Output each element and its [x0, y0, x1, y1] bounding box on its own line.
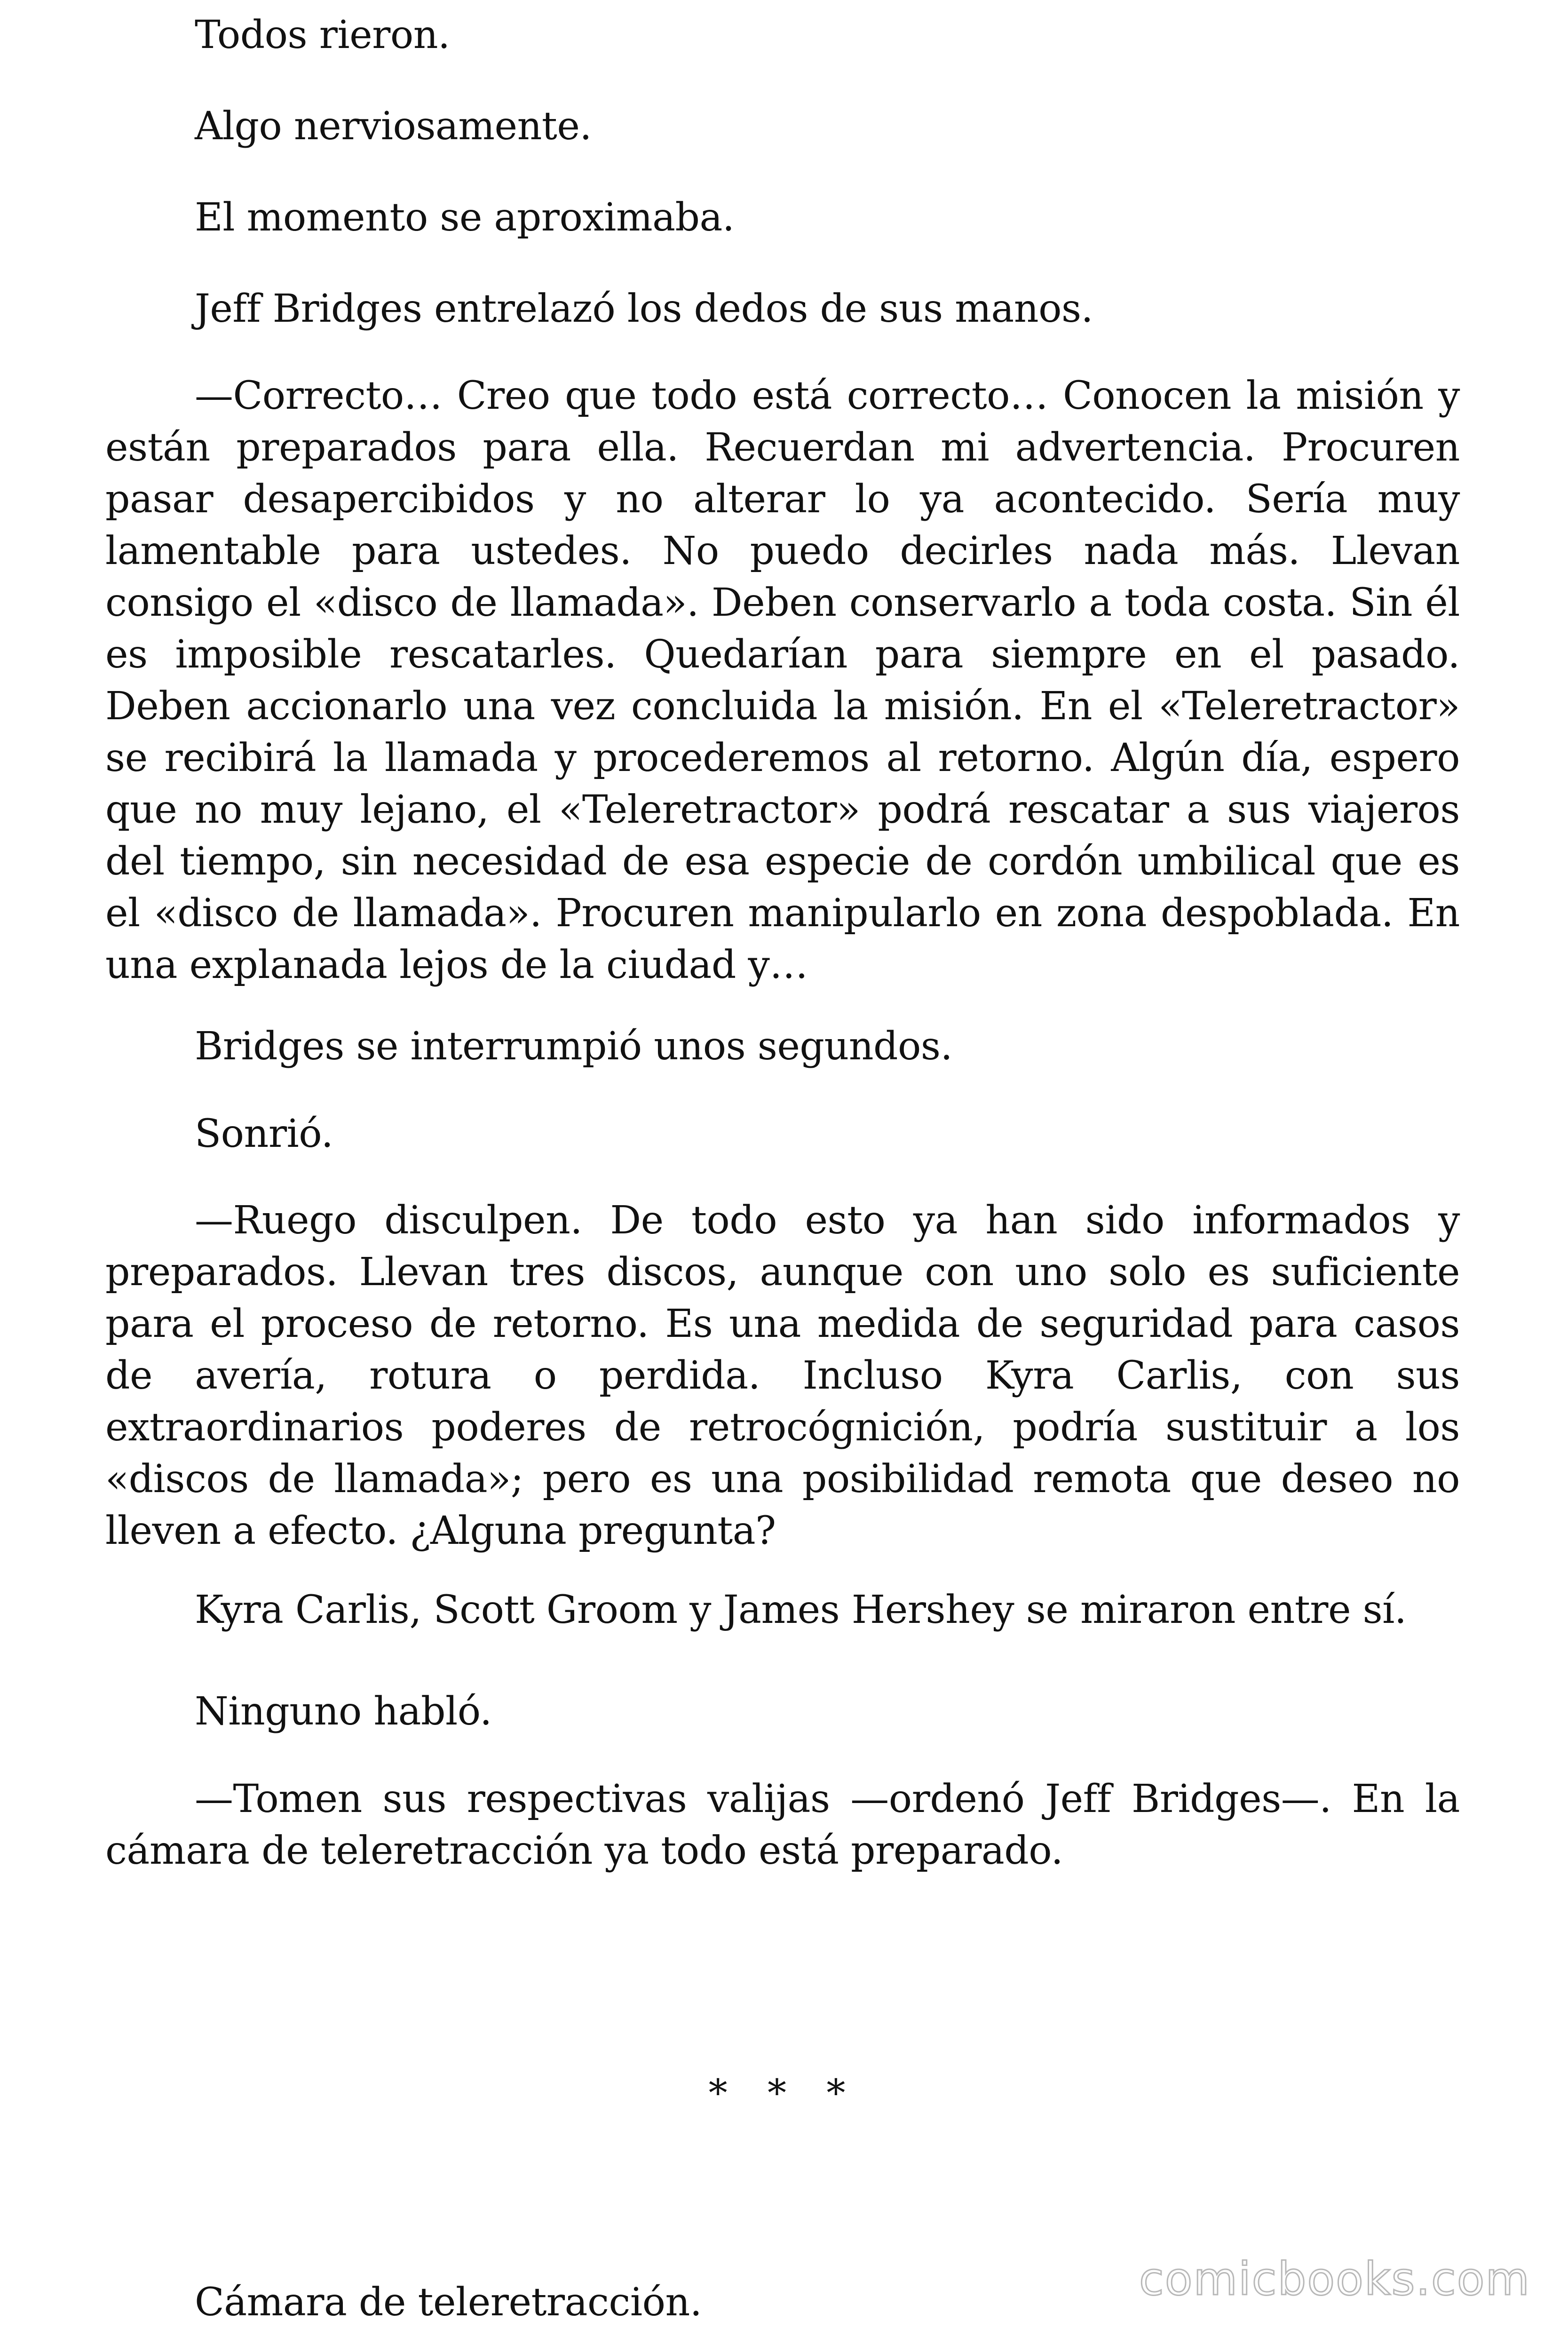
- watermark: comicbooks.com: [1139, 2253, 1530, 2305]
- paragraph-10: Ninguno habló.: [195, 1689, 492, 1734]
- paragraph-8: —Ruego disculpen. De todo esto ya han sido informados y preparados. Llevan tres discos, aunque con uno solo es suficiente para el proceso de retorno. Es una medida de seguridad para casos de avería, rotura o perdida. Incluso Kyra Carlis, con sus extraordinarios poderes de retrocógnición, podría sustituir a los «discos de llamada»; pero es una posibilidad remota que deseo no lleven a efecto. ¿Alguna pregunta?: [105, 1198, 1460, 1553]
- paragraph-11: —Tomen sus respectivas valijas —ordenó Jeff Bridges—. En la cámara de teleretracción ya todo está preparado.: [105, 1777, 1460, 1873]
- paragraph-5: —Correcto… Creo que todo está correcto… Conocen la misión y están preparados para ella. Recuerdan mi advertencia. Procuren pasar desapercibidos y no alterar lo ya acontecido. Sería muy lamentable para ustedes. No puedo decirles nada más. Llevan consigo el «disco de llamada». Deben conservarlo a toda costa. Sin él es imposible rescatarles. Quedarían para siempre en el pasado. Deben accionarlo una vez concluida la misión. En el «Teleretractor» se recibirá la llamada y procederemos al retorno. Algún día, espero que no muy lejano, el «Teleretractor» podrá rescatar a sus viajeros del tiempo, sin necesidad de esa especie de cordón umbilical que es el «disco de llamada». Procuren manipularlo en zona despoblada. En una explanada lejos de la ciudad y…: [105, 373, 1460, 987]
- paragraph-12: Cámara de teleretracción.: [195, 2280, 702, 2325]
- paragraph-2: Algo nerviosamente.: [195, 104, 592, 149]
- paragraph-7: Sonrió.: [195, 1112, 333, 1156]
- scene-separator: * * *: [708, 2071, 860, 2115]
- paragraph-3: El momento se aproximaba.: [195, 195, 735, 240]
- paragraph-6: Bridges se interrumpió unos segundos.: [195, 1024, 953, 1069]
- paragraph-4: Jeff Bridges entrelazó los dedos de sus manos.: [195, 286, 1093, 331]
- paragraph-9: Kyra Carlis, Scott Groom y James Hershey se miraron entre sí.: [195, 1588, 1407, 1632]
- paragraph-1: Todos rieron.: [195, 13, 450, 57]
